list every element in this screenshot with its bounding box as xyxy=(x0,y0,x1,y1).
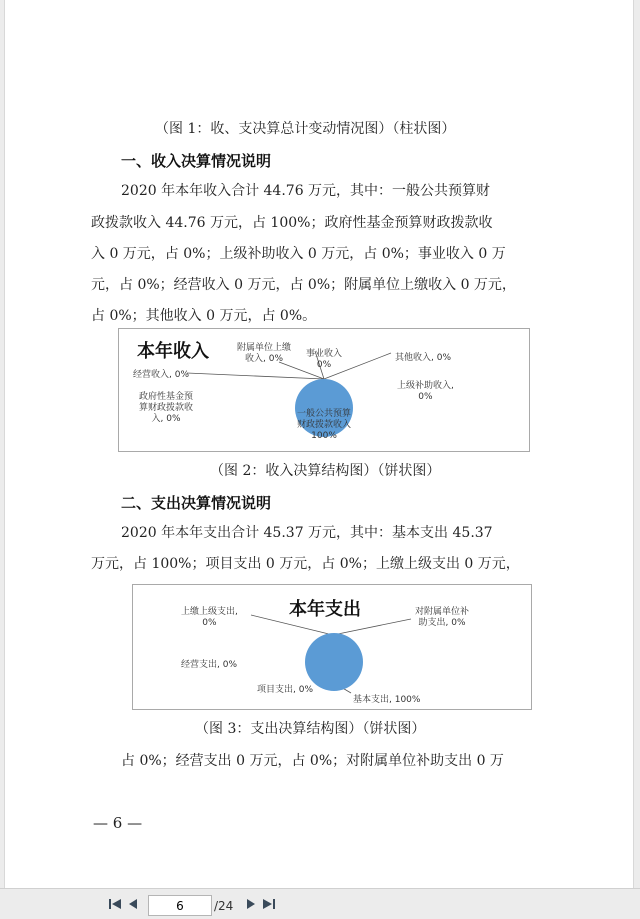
income-label-general xyxy=(297,409,351,442)
expense-pie-chart xyxy=(132,584,532,710)
income-label-gov-fund-line1: 政府性基金预 xyxy=(139,392,194,402)
income-label-business-line1: 事业收入 xyxy=(306,349,343,359)
income-label-gov-fund xyxy=(139,392,193,425)
income-label-superior-line1: 上级补助收入, xyxy=(397,381,454,391)
expense-label-remit-line1: 上缴上级支出, xyxy=(181,607,238,617)
page-number-input[interactable] xyxy=(148,895,212,916)
income-label-affiliated-line1: 附属单位上缴 xyxy=(237,343,292,353)
expense-pie-slice-basic xyxy=(305,633,363,691)
expense-label-remit-line2: 0% xyxy=(202,618,217,628)
expense-label-project: 项目支出, 0% xyxy=(257,685,313,695)
figure-1-caption: （图 1：收、支决算总计变动情况图）（柱状图） xyxy=(155,121,456,137)
next-page-icon[interactable] xyxy=(244,897,258,911)
income-label-other: 其他收入, 0% xyxy=(395,353,451,363)
expense-chart-title: 本年支出 xyxy=(289,599,361,620)
expense-paragraph-line-3: 占 0%；经营支出 0 万元，占 0%；对附属单位补助支出 0 万 xyxy=(121,753,504,769)
income-label-affiliated xyxy=(237,343,291,365)
income-label-superior xyxy=(397,381,454,403)
income-paragraph-line-2: 政拨款收入 44.76 万元，占 100%；政府性基金预算财政拨款收 xyxy=(91,215,493,231)
income-paragraph-line-4: 元，占 0%；经营收入 0 万元，占 0%；附属单位上缴收入 0 万元， xyxy=(91,277,516,293)
expense-label-operating: 经营支出, 0% xyxy=(181,660,237,670)
income-chart-title: 本年收入 xyxy=(137,341,209,362)
expense-label-subsidy-line2: 助支出, 0% xyxy=(418,618,466,628)
expense-label-subsidy-line1: 对附属单位补 xyxy=(415,607,470,617)
income-section-heading: 一、收入决算情况说明 xyxy=(121,152,272,170)
last-page-icon[interactable] xyxy=(262,897,276,911)
page-navigation-bar xyxy=(0,888,640,919)
income-label-superior-line2: 0% xyxy=(418,392,433,402)
expense-paragraph-line-2: 万元，占 100%；项目支出 0 万元，占 0%；上缴上级支出 0 万元， xyxy=(91,556,520,572)
expense-paragraph-line-1: 2020 年本年支出合计 45.37 万元，其中：基本支出 45.37 xyxy=(121,525,493,541)
income-pie-chart xyxy=(118,328,530,452)
income-label-operating: 经营收入, 0% xyxy=(133,370,189,380)
expense-section-heading: 二、支出决算情况说明 xyxy=(121,494,272,512)
figure-2-caption: （图 2：收入决算结构图）（饼状图） xyxy=(210,463,441,479)
income-label-gov-fund-line3: 入, 0% xyxy=(151,414,181,424)
income-paragraph-line-1: 2020 年本年收入合计 44.76 万元，其中：一般公共预算财 xyxy=(121,183,491,199)
expense-label-basic: 基本支出, 100% xyxy=(353,695,421,705)
document-page xyxy=(4,0,634,888)
income-label-affiliated-line2: 收入, 0% xyxy=(245,354,283,364)
previous-page-icon[interactable] xyxy=(126,897,140,911)
figure-3-caption: （图 3：支出决算结构图）（饼状图） xyxy=(195,721,426,737)
income-label-gov-fund-line2: 算财政拨款收 xyxy=(139,403,194,413)
income-label-business xyxy=(306,349,342,371)
first-page-icon[interactable] xyxy=(108,897,122,911)
income-label-general-line1: 一般公共预算 xyxy=(297,409,352,419)
expense-label-remit xyxy=(181,607,238,629)
page-total-count: /24 xyxy=(214,899,234,913)
income-paragraph-line-3: 入 0 万元，占 0%；上级补助收入 0 万元，占 0%；事业收入 0 万 xyxy=(91,246,506,262)
page-number-footer: — 6 — xyxy=(93,814,143,832)
expense-label-subsidy xyxy=(415,607,469,629)
income-paragraph-line-5: 占 0%；其他收入 0 万元，占 0%。 xyxy=(91,308,317,324)
income-label-business-line2: 0% xyxy=(316,360,332,370)
income-label-general-line3: 100% xyxy=(311,431,337,441)
income-label-general-line2: 财政拨款收入 xyxy=(297,420,352,430)
